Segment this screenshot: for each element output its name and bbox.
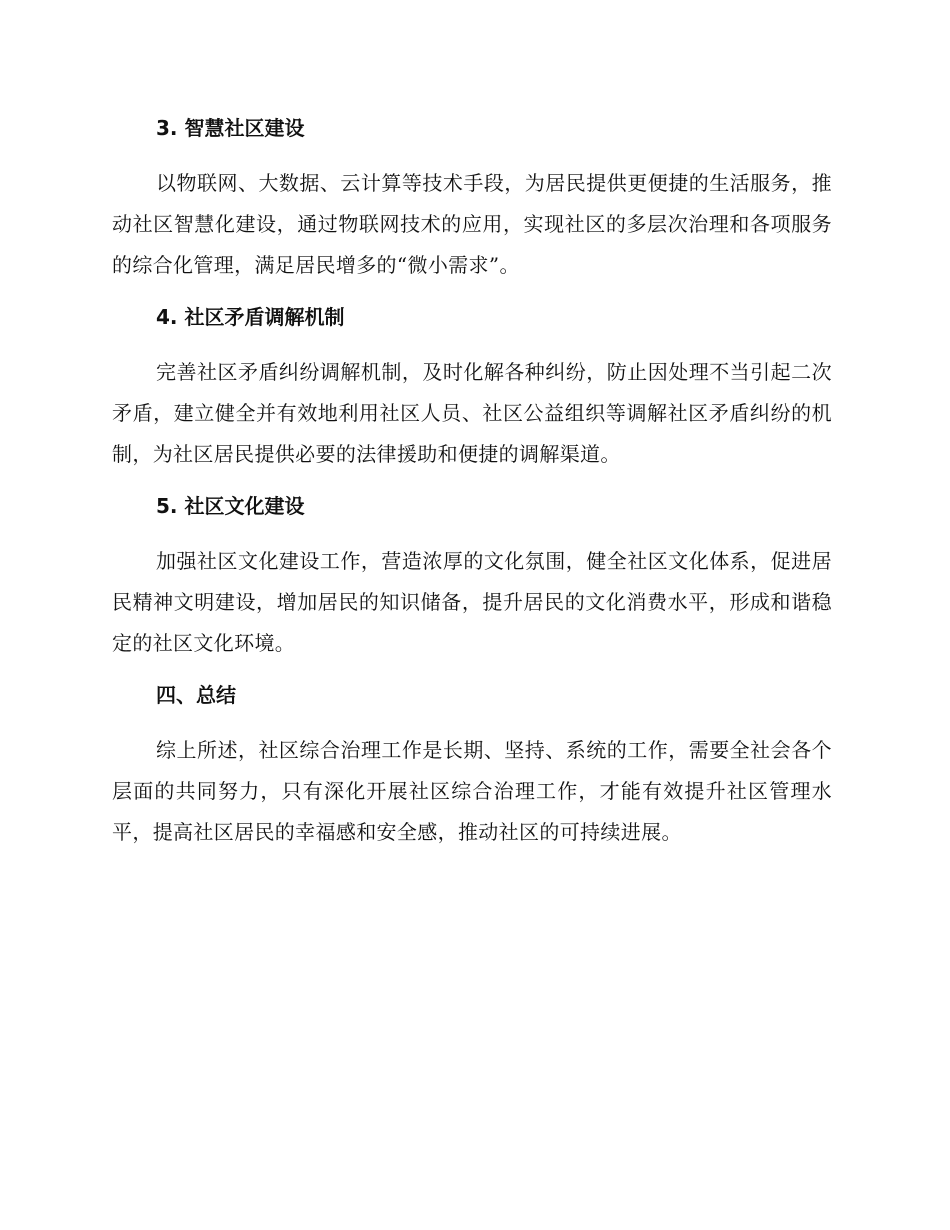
section-heading: 5. 社区文化建设	[156, 494, 305, 518]
section-paragraph: 综上所述，社区综合治理工作是长期、坚持、系统的工作，需要全社会各个层面的共同努力，只有深化开展社区综合治理工作，才能有效提升社区管理水平，提高社区居民的幸福感和安全感，推动社区的可持续进展。	[112, 738, 832, 844]
section-heading: 四、总结	[156, 683, 236, 707]
section-heading: 4. 社区矛盾调解机制	[156, 305, 345, 329]
section-conflict-mediation	[112, 300, 832, 489]
section-paragraph: 以物联网、大数据、云计算等技术手段，为居民提供更便捷的生活服务，推动社区智慧化建设，通过物联网技术的应用，实现社区的多层次治理和各项服务的综合化管理，满足居民增多的“微小需求”。	[112, 171, 832, 277]
section-community-culture	[112, 489, 832, 678]
section-paragraph: 加强社区文化建设工作，营造浓厚的文化氛围，健全社区文化体系，促进居民精神文明建设，增加居民的知识储备，提升居民的文化消费水平，形成和谐稳定的社区文化环境。	[112, 549, 832, 655]
section-summary	[112, 678, 832, 853]
section-heading: 3. 智慧社区建设	[156, 116, 305, 140]
section-paragraph: 完善社区矛盾纠纷调解机制，及时化解各种纠纷，防止因处理不当引起二次矛盾，建立健全并有效地利用社区人员、社区公益组织等调解社区矛盾纠纷的机制，为社区居民提供必要的法律援助和便捷的调解渠道。	[112, 360, 832, 466]
section-smart-community	[112, 111, 832, 300]
document-body	[112, 111, 832, 853]
